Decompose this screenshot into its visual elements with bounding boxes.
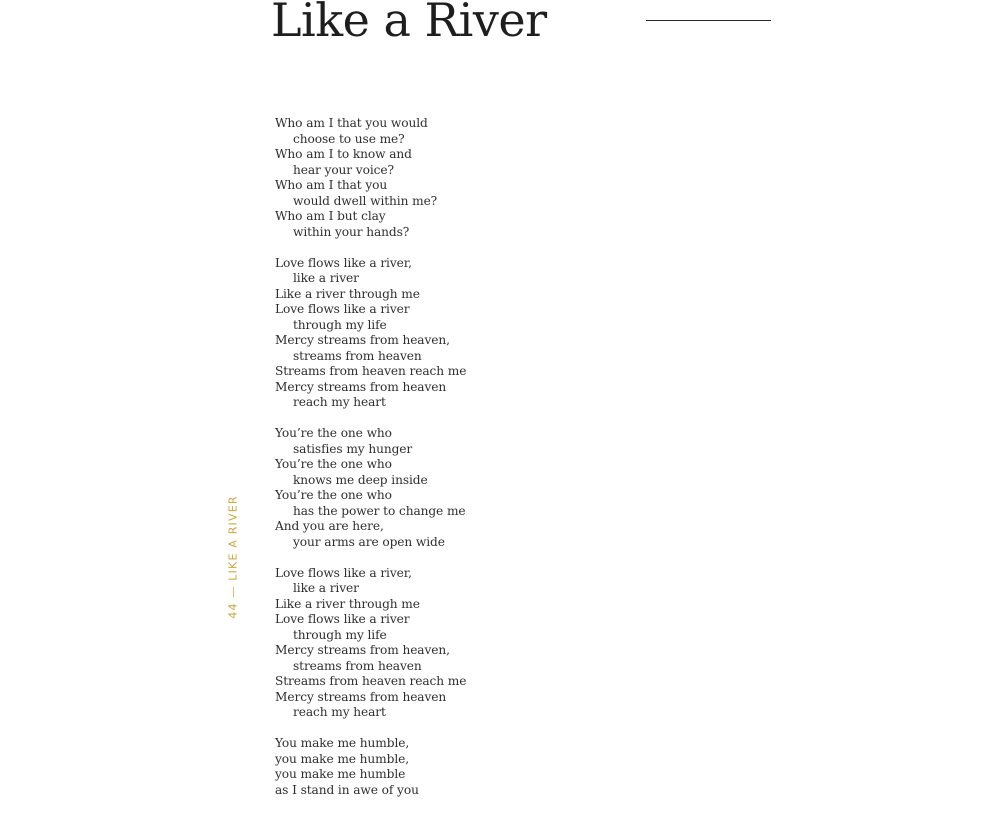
lyric-line: Mercy streams from heaven, [275, 643, 450, 657]
page-number-label: 44 — LIKE A RIVER [226, 495, 240, 619]
lyric-line: within your hands? [293, 224, 410, 239]
stanza [275, 256, 595, 411]
lyric-line: Who am I but clay [275, 209, 386, 223]
lyric-line: Love flows like a river [275, 612, 410, 626]
lyric-line: Love flows like a river, [275, 255, 412, 270]
lyric-line: Who am I that you would [275, 116, 428, 130]
lyric-line: streams from heaven [293, 658, 422, 673]
lyric-line: Like a river through me [275, 286, 420, 301]
lyric-line: Love flows like a river [275, 302, 410, 316]
stanza [275, 736, 595, 798]
lyric-line: And you are here, [275, 519, 384, 533]
lyric-line: Who am I to know and [275, 147, 412, 161]
lyric-line: You make me humble, [275, 736, 410, 750]
lyric-line: knows me deep inside [293, 472, 428, 487]
lyric-line: Mercy streams from heaven [275, 379, 447, 394]
lyric-line: through my life [293, 627, 387, 642]
lyric-line: Who am I that you [275, 178, 388, 192]
page-title: Like a River [271, 0, 547, 47]
lyric-line: Mercy streams from heaven [275, 689, 447, 704]
stanza [275, 116, 595, 240]
header-rule [646, 20, 771, 21]
lyric-line: Streams from heaven reach me [275, 674, 467, 688]
lyric-line: you make me humble [275, 767, 406, 781]
stanza [275, 566, 595, 721]
lyric-line: Streams from heaven reach me [275, 364, 467, 378]
lyric-line: you make me humble, [275, 751, 410, 766]
lyric-line: satisfies my hunger [293, 441, 413, 456]
lyric-line: your arms are open wide [293, 534, 445, 549]
lyrics-body [275, 116, 595, 814]
lyric-line: You’re the one who [275, 457, 392, 471]
stanza [275, 426, 595, 550]
lyric-line: You’re the one who [275, 488, 392, 502]
lyric-line: reach my heart [293, 705, 386, 719]
lyric-line: reach my heart [293, 395, 386, 409]
lyric-line: hear your voice? [293, 162, 394, 177]
lyric-line: Mercy streams from heaven, [275, 333, 450, 347]
lyric-line: choose to use me? [293, 131, 405, 146]
lyric-line: streams from heaven [293, 348, 422, 363]
lyric-line: Love flows like a river, [275, 565, 412, 580]
lyric-line: has the power to change me [293, 503, 466, 518]
lyric-line: like a river [293, 271, 359, 285]
lyric-line: as I stand in awe of you [275, 782, 419, 797]
lyric-line: would dwell within me? [293, 193, 438, 208]
lyric-line: through my life [293, 317, 387, 332]
lyric-line: Like a river through me [275, 596, 420, 611]
lyric-line: You’re the one who [275, 426, 392, 440]
lyric-line: like a river [293, 581, 359, 595]
